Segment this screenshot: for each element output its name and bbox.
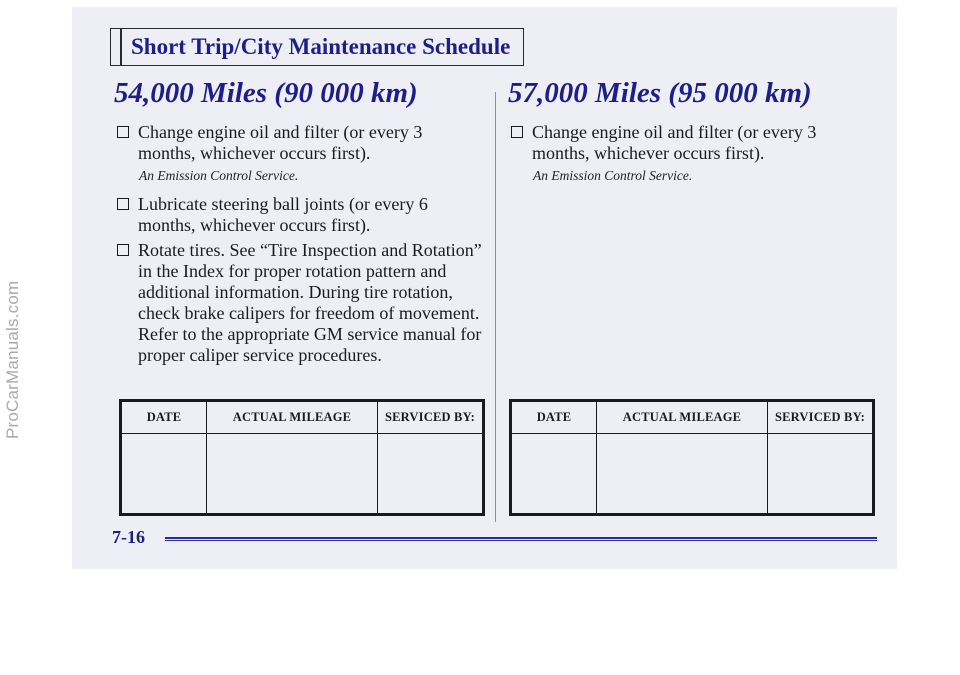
header-actual-mileage: ACTUAL MILEAGE (597, 402, 768, 434)
left-service-record-table (119, 399, 485, 516)
header-date: DATE (122, 402, 207, 434)
right-item-oil-text: Change engine oil and filter (or every 3 months, whichever occurs first). (532, 122, 817, 163)
title-box-bar (120, 29, 122, 65)
checkbox-icon (117, 198, 129, 210)
right-heading: 57,000 Miles (95 000 km) (508, 77, 812, 109)
section-title: Short Trip/City Maintenance Schedule (131, 34, 511, 59)
header-date: DATE (512, 402, 597, 434)
date-cell[interactable] (122, 434, 207, 514)
date-cell[interactable] (512, 434, 597, 514)
left-item-ball-joints (114, 194, 484, 236)
mileage-cell[interactable] (207, 434, 378, 514)
right-service-record-table (509, 399, 875, 516)
column-divider (495, 92, 496, 522)
left-item-oil (114, 122, 484, 164)
left-item-rotate-tires-text: Rotate tires. See “Tire Inspection and Rotation” in the Index for proper rotation pattern and additional information. During tire rotation, check brake calipers for freedom of movement. Refer to the appropriate GM service manual for proper caliper service procedures. (138, 240, 482, 365)
right-column (508, 77, 878, 194)
section-title-box (110, 28, 524, 66)
left-item-oil-text: Change engine oil and filter (or every 3 months, whichever occurs first). (138, 122, 423, 163)
serviced-by-cell[interactable] (378, 434, 483, 514)
manual-page (72, 7, 897, 569)
left-item-ball-joints-text: Lubricate steering ball joints (or every 6 months, whichever occurs first). (138, 194, 428, 235)
header-actual-mileage: ACTUAL MILEAGE (207, 402, 378, 434)
left-heading: 54,000 Miles (90 000 km) (114, 77, 418, 109)
left-item-oil-note: An Emission Control Service. (139, 168, 299, 183)
watermark: ProCarManuals.com (3, 280, 22, 440)
serviced-by-cell[interactable] (768, 434, 873, 514)
right-item-oil-note: An Emission Control Service. (533, 168, 693, 183)
checkbox-icon (117, 244, 129, 256)
left-item-rotate-tires (114, 240, 484, 366)
left-column (114, 77, 484, 370)
page-number: 7-16 (112, 527, 145, 547)
checkbox-icon (511, 126, 523, 138)
header-serviced-by: SERVICED BY: (378, 402, 483, 434)
footer-rule (165, 537, 877, 541)
header-serviced-by: SERVICED BY: (768, 402, 873, 434)
right-item-oil (508, 122, 878, 164)
checkbox-icon (117, 126, 129, 138)
mileage-cell[interactable] (597, 434, 768, 514)
